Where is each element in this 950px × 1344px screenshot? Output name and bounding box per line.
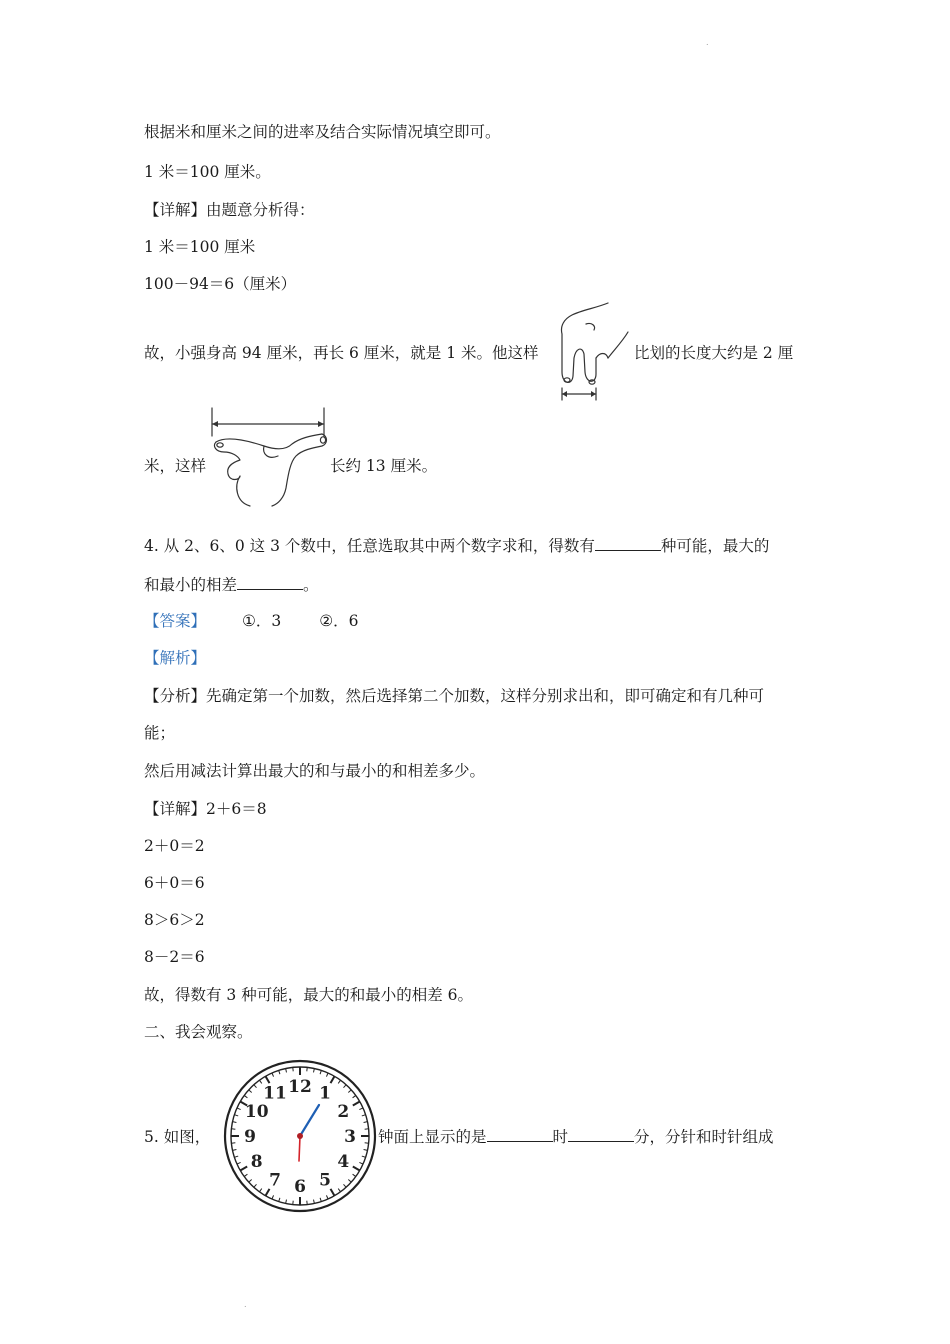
clock-center (297, 1133, 303, 1139)
clock-number: 12 (288, 1077, 312, 1097)
text-line: 2＋0＝2 (144, 837, 205, 855)
hour-hand (299, 1136, 300, 1161)
question-5-line (378, 1127, 774, 1147)
answer-line (144, 611, 359, 631)
question-text: 分，分针和时针组成 (634, 1128, 774, 1146)
answer-blank[interactable] (237, 575, 303, 590)
question-text: 。 (303, 576, 319, 594)
clock-number: 11 (263, 1083, 287, 1104)
text-line: 6＋0＝6 (144, 874, 205, 892)
text-line: 比划的长度大约是 2 厘 (634, 344, 794, 362)
question-text: 4. 从 2、6、0 这 3 个数中，任意选取其中两个数字求和，得数有 (144, 537, 595, 555)
clock-number: 5 (319, 1170, 331, 1191)
clock-number: 1 (319, 1083, 331, 1104)
section-heading: 二、我会观察。 (144, 1023, 253, 1041)
question-text: 钟面上显示的是 (378, 1128, 487, 1146)
analysis-tag: 【解析】 (144, 649, 207, 667)
text-line: 1 米＝100 厘米 (144, 238, 256, 256)
hand-span-illustration (206, 406, 330, 508)
text-line: 长约 13 厘米。 (330, 457, 438, 475)
text-line: 【详解】2＋6＝8 (144, 800, 267, 818)
answer-tag: 【答案】 (144, 612, 207, 630)
clock-face (222, 1058, 378, 1214)
text-line: 故，小强身高 94 厘米，再长 6 厘米，就是 1 米。他这样 (144, 344, 539, 362)
text-line: 1 米＝100 厘米。 (144, 163, 271, 181)
answer-value: ①．3 (242, 612, 282, 630)
finger-pinch-illustration (552, 300, 632, 402)
clock-number: 4 (337, 1152, 350, 1172)
question-text: 时 (552, 1128, 569, 1146)
answer-blank-hour[interactable] (487, 1127, 553, 1142)
clock-number: 2 (337, 1102, 350, 1122)
text-line: 根据米和厘米之间的进率及结合实际情况填空即可。 (144, 123, 501, 141)
question-text: 种可能，最大的 (660, 537, 770, 555)
answer-value: ②．6 (319, 612, 359, 630)
text-line: 100－94＝6（厘米） (144, 275, 297, 293)
text-line: 【分析】先确定第一个加数，然后选择第二个加数，这样分别求出和，即可确定和有几种可 (144, 687, 765, 705)
question-5-prefix: 5. 如图， (144, 1128, 211, 1146)
clock-number: 3 (344, 1127, 356, 1147)
text-line: 8＞6＞2 (144, 911, 205, 929)
text-line: 米，这样 (144, 457, 207, 475)
question-4-line-2 (144, 575, 319, 595)
clock-number: 10 (244, 1102, 269, 1122)
question-text: 和最小的相差 (144, 576, 238, 594)
text-line: 然后用减法计算出最大的和与最小的和相差多少。 (144, 762, 486, 780)
clock-number: 6 (294, 1177, 306, 1197)
answer-blank[interactable] (595, 536, 661, 551)
clock-number: 8 (250, 1152, 263, 1172)
text-line: 【详解】由题意分析得： (144, 201, 315, 219)
text-line: 能； (144, 724, 176, 742)
text-line: 故，得数有 3 种可能，最大的和最小的相差 6。 (144, 986, 474, 1004)
question-4-line-1 (144, 536, 769, 556)
clock-number: 9 (244, 1127, 256, 1147)
decorative-dot: . (706, 38, 709, 47)
answer-blank-minute[interactable] (568, 1127, 634, 1142)
clock-number: 7 (269, 1170, 281, 1191)
decorative-dot: . (244, 1300, 247, 1309)
text-line: 8－2＝6 (144, 948, 205, 966)
